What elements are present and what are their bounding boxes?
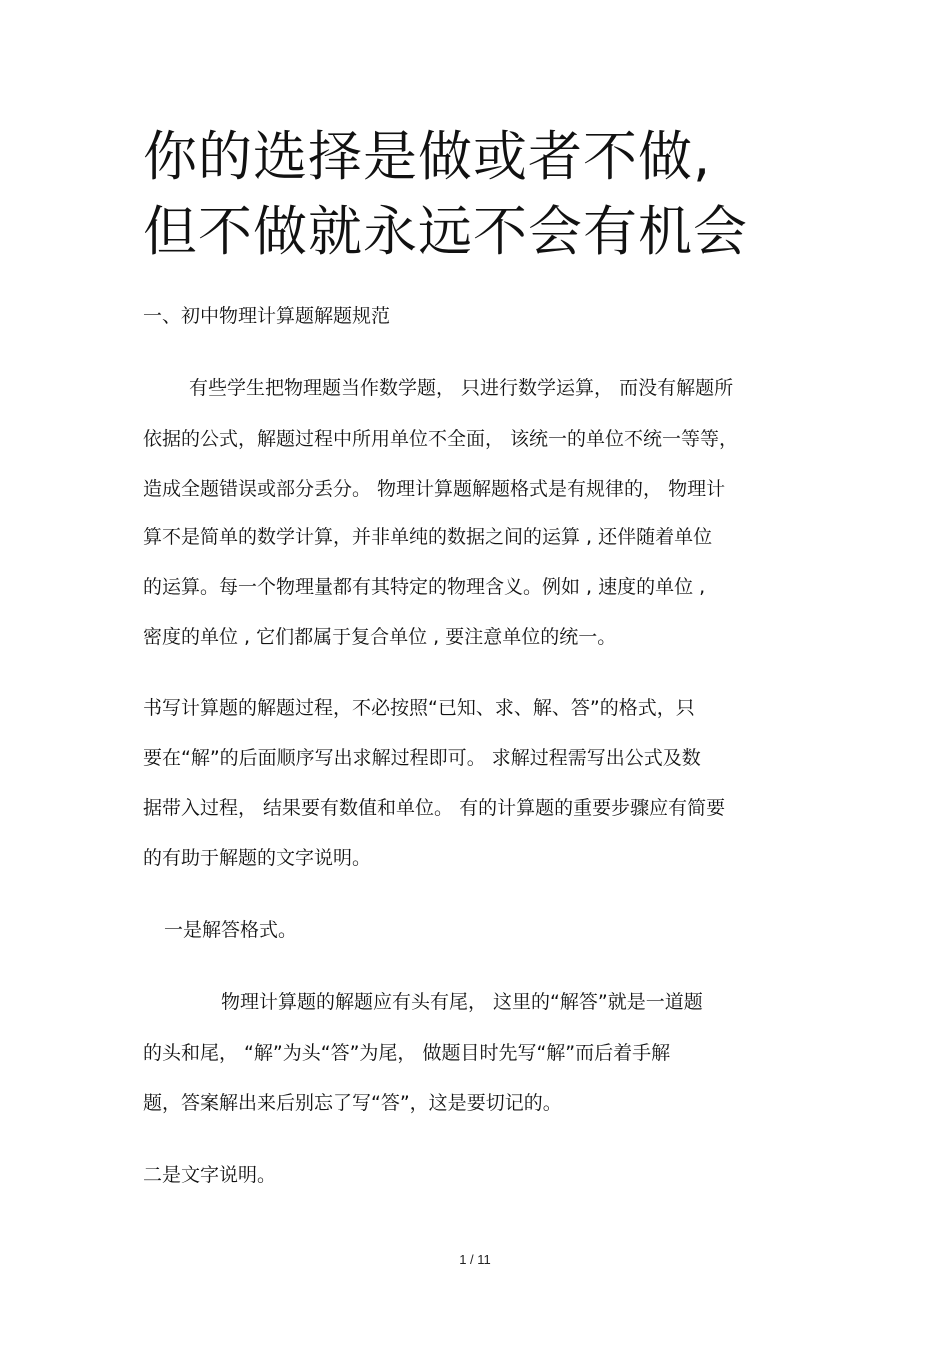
paragraph-line: 算不是简单的数学计算，并非单纯的数据之间的运算 , 还伴随着单位: [143, 526, 713, 548]
paragraph-line: 据带入过程， 结果要有数值和单位。 有的计算题的重要步骤应有简要: [143, 797, 726, 819]
paragraph-line: 书写计算题的解题过程，不必按照“已知、求、解、答”的格式，只: [143, 697, 695, 719]
paragraph-line: 造成全题错误或部分丢分。 物理计算题解题格式是有规律的， 物理计: [143, 478, 726, 500]
subheading-answer-format: 一是解答格式。: [164, 919, 298, 941]
document-title-line-1: 你的选择是做或者不做,: [143, 125, 712, 188]
paragraph-line: 密度的单位 , 它们都属于复合单位 , 要注意单位的统一。: [143, 626, 617, 648]
paragraph-line: 依据的公式，解题过程中所用单位不全面， 该统一的单位不统一等等，: [143, 428, 739, 450]
paragraph-line: 题，答案解出来后别忘了写“答”，这是要切记的。: [143, 1092, 562, 1114]
subheading-text-explanation: 二是文字说明。: [143, 1164, 277, 1186]
document-title-line-2: 但不做就永远不会有机会: [143, 200, 748, 263]
paragraph-line: 物理计算题的解题应有头有尾， 这里的“解答”就是一道题: [221, 991, 703, 1013]
section-heading: 一、初中物理计算题解题规范: [143, 305, 391, 327]
paragraph-line: 的有助于解题的文字说明。: [143, 847, 372, 869]
page-number: 1 / 11: [459, 1252, 491, 1267]
paragraph-line: 的运算。每一个物理量都有其特定的物理含义。例如 , 速度的单位 ,: [143, 576, 706, 598]
paragraph-line: 有些学生把物理题当作数学题， 只进行数学运算， 而没有解题所: [189, 377, 734, 399]
paragraph-line: 要在“解”的后面顺序写出求解过程即可。 求解过程需写出公式及数: [143, 747, 701, 769]
paragraph-line: 的头和尾， “解”为头“答”为尾， 做题目时先写“解”而后着手解: [143, 1042, 671, 1064]
